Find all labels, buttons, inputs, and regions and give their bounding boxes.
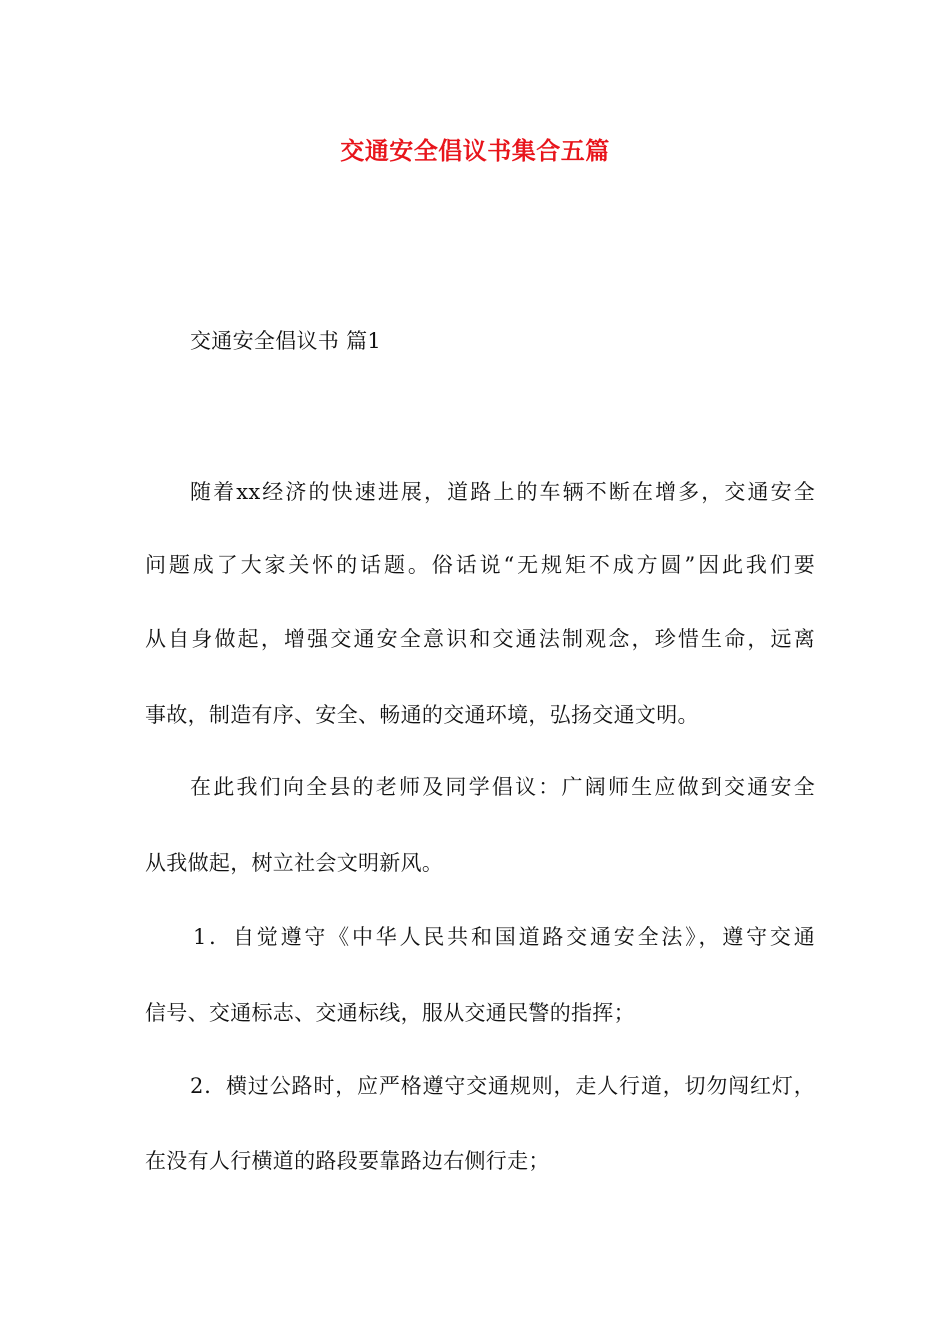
paragraph-line: 从我做起，树立社会文明新风。 (145, 851, 444, 875)
document-title: 交通安全倡议书集合五篇 (340, 137, 610, 165)
list-item-line: 2．横过公路时，应严格遵守交通规则，走人行道，切勿闯红灯， (190, 1074, 815, 1098)
paragraph-line: 在此我们向全县的老师及同学倡议：广阔师生应做到交通安全 (190, 775, 815, 799)
paragraph-line: 问题成了大家关怀的话题。俗话说“无规矩不成方圆”因此我们要 (145, 553, 815, 577)
paragraph-line: 随着xx经济的快速进展，道路上的车辆不断在增多，交通安全 (190, 480, 815, 504)
list-item-line: 信号、交通标志、交通标线，服从交通民警的指挥； (145, 1001, 635, 1025)
list-item-line: 在没有人行横道的路段要靠路边右侧行走； (145, 1149, 550, 1173)
list-item-line: 1．自觉遵守《中华人民共和国道路交通安全法》，遵守交通 (193, 925, 815, 949)
paragraph-line: 事故，制造有序、安全、畅通的交通环境，弘扬交通文明。 (145, 703, 699, 727)
paragraph-line: 从自身做起，增强交通安全意识和交通法制观念，珍惜生命，远离 (145, 627, 815, 651)
section-heading: 交通安全倡议书 篇1 (190, 329, 382, 353)
